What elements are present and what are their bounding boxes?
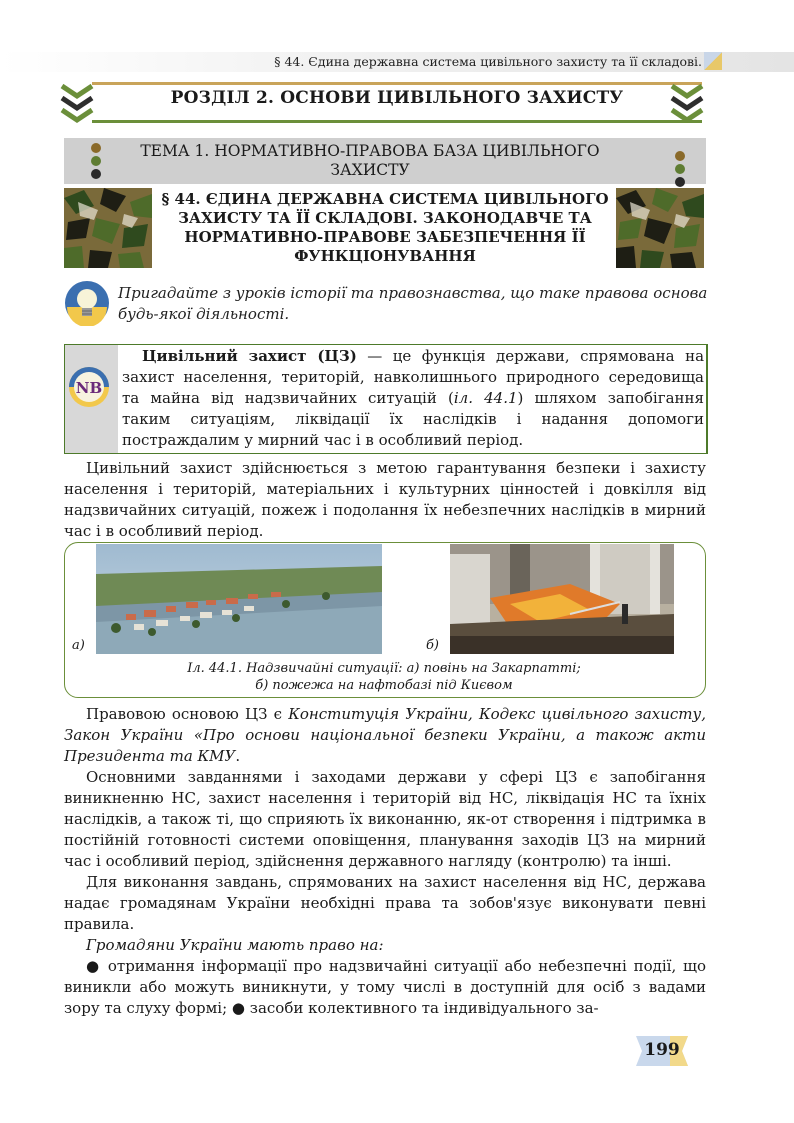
page-number: 199 — [644, 1040, 680, 1060]
rights-item: отримання інформації про надзвичайні ситуації або небезпечні події, що виникли або можуть виникнути, у тому числі в доступній для осіб з вадами зору та слуху формі; — [64, 957, 706, 1017]
camouflage-pattern — [64, 188, 152, 268]
paragraph-duties: Для виконання завдань, спрямованих на захист населення від НС, держава надає громадянам України необхідні права та зобов'язує виконувати певні правила. — [64, 873, 706, 933]
nb-text-part1: — це функція держави, спрямована на захист населення, територій, навколишнього природного середовища та майна від надзвичайних ситуацій ( — [122, 347, 705, 407]
figure-caption-line1: Іл. 44.1. Надзвичайні ситуації: а) повінь на Закарпатті; — [187, 661, 581, 676]
section-rule-top — [92, 82, 702, 85]
paragraph-legal-basis — [64, 704, 706, 767]
legal-basis-end: . — [235, 747, 241, 765]
lightbulb-icon — [64, 280, 110, 326]
rights-list — [64, 956, 706, 1019]
recall-prompt: Пригадайте з уроків історії та правознавства, що таке правова основа будь-якої діяльності. — [118, 284, 708, 323]
nb-definition — [122, 346, 704, 451]
chevron-left-icon — [60, 82, 94, 128]
running-header-text: § 44. Єдина державна система цивільного захисту та її складові. — [274, 54, 702, 69]
flood-photo — [96, 544, 382, 654]
nb-badge-icon — [68, 366, 110, 408]
paragraph-purpose — [64, 458, 706, 542]
nb-text-part2: ) шляхом запобігання таким ситуаціям, ліквідації їх наслідків і надання допомоги постраждалим у мирний час і в особливий період. — [122, 389, 704, 449]
rights-heading-text: Громадяни України мають право на: — [86, 936, 384, 954]
rights-heading — [64, 935, 706, 956]
section-rule-bottom — [92, 120, 702, 123]
bullet-icon: ● — [231, 999, 245, 1017]
section-title: РОЗДІЛ 2. ОСНОВИ ЦИВІЛЬНОГО ЗАХИСТУ — [170, 88, 624, 108]
figure-label-a: а) — [72, 638, 85, 653]
camouflage-pattern — [616, 188, 704, 268]
figure-caption — [84, 660, 684, 694]
corner-mark — [704, 52, 722, 70]
chevron-right-icon — [670, 82, 704, 128]
theme-title: ТЕМА 1. НОРМАТИВНО-ПРАВОВА БАЗА ЦИВІЛЬНОГО ЗАХИСТУ — [140, 142, 600, 179]
legal-basis-lead: Правовою основою ЦЗ є — [86, 705, 289, 723]
fire-photo — [450, 544, 674, 654]
paragraph-heading: § 44. ЄДИНА ДЕРЖАВНА СИСТЕМА ЦИВІЛЬНОГО ЗАХИСТУ ТА ЇЇ СКЛАДОВІ. ЗАКОНОДАВЧЕ ТА НОРМАТИВНО-ПРАВОВЕ ЗАБЕЗПЕЧЕННЯ ЇЇ ФУНКЦІОНУВАННЯ — [161, 190, 609, 265]
traffic-light-icon — [674, 150, 686, 188]
traffic-light-icon — [90, 142, 102, 180]
nb-figure-ref: іл. 44.1 — [453, 389, 518, 407]
bullet-icon: ● — [86, 957, 102, 975]
nb-term: Цивільний захист (ЦЗ) — [142, 347, 357, 365]
legal-basis-documents: Конституція України, Кодекс цивільного захисту, Закон України «Про основи національної безпеки України, а також акти Президента та КМУ — [64, 705, 706, 765]
body-text — [64, 704, 706, 1019]
figure-caption-line2: б) пожежа на нафтобазі під Києвом — [255, 678, 513, 693]
nb-badge-text: NB — [75, 379, 103, 397]
paragraph-purpose-text: Цивільний захист здійснюється з метою гарантування безпеки і захисту населення і територій, матеріальних і культурних цінностей і довкілля від надзвичайних ситуацій, пожеж і подолання їх небезпечних наслідків в мирний час і в особливий період. — [64, 459, 706, 540]
figure-label-b: б) — [426, 638, 440, 653]
rights-item: засоби колективного та індивідуального за- — [249, 999, 599, 1017]
paragraph-tasks: Основними завданнями і заходами держави у сфері ЦЗ є запобігання виникненню НС, захист населення і територій від НС, ліквідація НС та їхніх наслідків, а також ті, що сприяють їх виконанню, як-от створення і підтримка в постійній готовності системи оповіщення, планування заходів ЦЗ на мирний час і особливий період, здійснення державного нагляду (контролю) та інші. — [64, 768, 706, 870]
